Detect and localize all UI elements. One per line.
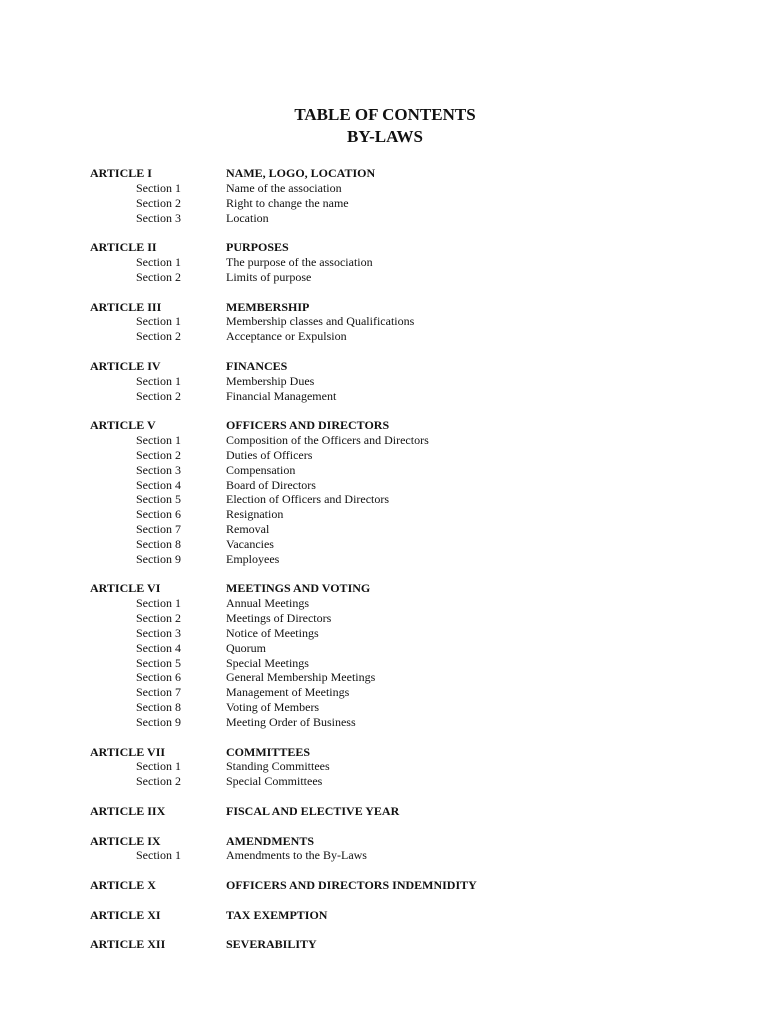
section-label: Section 2 [136,388,181,403]
article-entry [90,908,730,923]
section-row [90,700,730,715]
section-row [90,507,730,522]
article-entry [90,166,730,225]
article-label: ARTICLE X [90,878,156,893]
article-label: ARTICLE XII [90,937,166,952]
section-row [90,715,730,730]
section-title: Standing Committees [226,759,330,774]
section-label: Section 7 [136,685,181,700]
section-title: Limits of purpose [226,269,312,284]
article-title: OFFICERS AND DIRECTORS INDEMNIDITY [226,878,477,893]
section-row [90,433,730,448]
article-label: ARTICLE VII [90,744,166,759]
article-entry [90,804,730,819]
section-row [90,670,730,685]
section-label: Section 1 [136,180,181,195]
section-row [90,374,730,389]
article-heading-row [90,166,730,181]
article-heading-row [90,240,730,255]
section-row [90,848,730,863]
section-title: Meeting Order of Business [226,714,356,729]
article-label: ARTICLE V [90,418,156,433]
article-heading-row [90,300,730,315]
section-row [90,314,730,329]
article-title: NAME, LOGO, LOCATION [226,166,376,180]
article-title: FISCAL AND ELECTIVE YEAR [226,803,400,818]
article-heading-row [90,937,730,952]
article-entry [90,745,730,790]
section-row [90,181,730,196]
section-label: Section 3 [136,210,181,225]
article-heading-row [90,745,730,760]
article-label: ARTICLE IX [90,833,161,848]
section-label: Section 9 [136,714,181,729]
title-block [0,104,770,148]
section-label: Section 1 [136,314,181,329]
section-label: Section 2 [136,611,181,626]
section-title: Composition of the Officers and Directors [226,433,429,447]
section-row [90,537,730,552]
section-label: Section 3 [136,625,181,640]
section-title: Employees [226,551,280,566]
section-label: Section 1 [136,759,181,774]
section-title: Removal [226,522,270,537]
section-label: Section 2 [136,195,181,210]
article-title: OFFICERS AND DIRECTORS [226,418,390,433]
section-row [90,329,730,344]
section-label: Section 6 [136,670,181,685]
section-title: Membership Dues [226,373,315,388]
section-title: Vacancies [226,536,274,551]
section-row [90,759,730,774]
section-title: The purpose of the association [226,255,373,270]
article-title: MEMBERSHIP [226,299,310,314]
section-label: Section 2 [136,269,181,284]
section-title: Management of Meetings [226,685,350,700]
section-label: Section 1 [136,596,181,611]
article-heading-row [90,878,730,893]
section-label: Section 8 [136,536,181,551]
section-row [90,270,730,285]
section-row [90,478,730,493]
article-entry [90,937,730,952]
section-label: Section 1 [136,255,181,270]
section-title: Election of Officers and Directors [226,492,390,507]
section-label: Section 2 [136,774,181,789]
article-title: SEVERABILITY [226,937,317,952]
article-heading-row [90,834,730,849]
article-title: AMENDMENTS [226,833,315,848]
article-title: COMMITTEES [226,744,311,759]
article-label: ARTICLE IV [90,358,161,373]
article-title: MEETINGS AND VOTING [226,581,371,596]
page-title: TABLE OF CONTENTS [294,105,476,124]
article-label: ARTICLE XI [90,907,161,922]
section-row [90,448,730,463]
article-entry [90,300,730,345]
section-label: Section 6 [136,507,181,522]
article-entry [90,418,730,566]
section-row [90,611,730,626]
section-row [90,641,730,656]
section-row [90,463,730,478]
section-title: Financial Management [226,388,337,403]
section-label: Section 9 [136,551,181,566]
section-label: Section 4 [136,640,181,655]
article-heading-row [90,418,730,433]
section-title: Board of Directors [226,477,316,492]
section-label: Section 1 [136,433,181,447]
section-title: Compensation [226,462,296,477]
section-row [90,552,730,567]
section-row [90,596,730,611]
section-title: Location [226,210,269,225]
section-title: Annual Meetings [226,596,309,611]
section-row [90,656,730,671]
section-row [90,389,730,404]
article-entry [90,359,730,404]
section-row [90,211,730,226]
article-heading-row [90,804,730,819]
section-label: Section 1 [136,373,181,388]
section-row [90,492,730,507]
article-label: ARTICLE III [90,299,162,314]
section-title: Voting of Members [226,700,320,715]
table-of-contents [90,166,730,967]
article-label: ARTICLE I [90,166,152,180]
article-entry [90,240,730,285]
section-label: Section 5 [136,655,181,670]
article-label: ARTICLE II [90,240,157,255]
section-title: Amendments to the By-Laws [226,848,367,863]
page-subtitle: BY-LAWS [347,127,423,146]
section-title: Name of the association [226,180,342,195]
section-label: Section 2 [136,329,181,344]
section-row [90,196,730,211]
section-label: Section 5 [136,492,181,507]
section-title: Resignation [226,507,284,522]
section-title: Right to change the name [226,195,349,210]
article-title: FINANCES [226,358,288,373]
section-title: Special Meetings [226,655,309,670]
section-title: Membership classes and Qualifications [226,314,415,329]
article-entry [90,834,730,864]
section-label: Section 8 [136,700,181,715]
section-title: Notice of Meetings [226,625,319,640]
section-label: Section 3 [136,462,181,477]
section-label: Section 1 [136,848,181,863]
section-label: Section 2 [136,447,181,462]
section-title: General Membership Meetings [226,670,376,685]
section-title: Quorum [226,640,266,655]
section-row [90,774,730,789]
article-label: ARTICLE VI [90,581,161,596]
article-entry [90,878,730,893]
article-title: PURPOSES [226,240,289,255]
article-title: TAX EXEMPTION [226,907,328,922]
section-title: Duties of Officers [226,447,313,462]
article-heading-row [90,359,730,374]
section-title: Meetings of Directors [226,611,332,626]
article-label: ARTICLE IIX [90,803,166,818]
section-title: Special Committees [226,774,323,789]
section-row [90,255,730,270]
section-title: Acceptance or Expulsion [226,329,347,344]
section-label: Section 4 [136,477,181,492]
article-heading-row [90,908,730,923]
section-label: Section 7 [136,522,181,537]
article-heading-row [90,581,730,596]
section-row [90,522,730,537]
section-row [90,685,730,700]
article-entry [90,581,730,729]
section-row [90,626,730,641]
